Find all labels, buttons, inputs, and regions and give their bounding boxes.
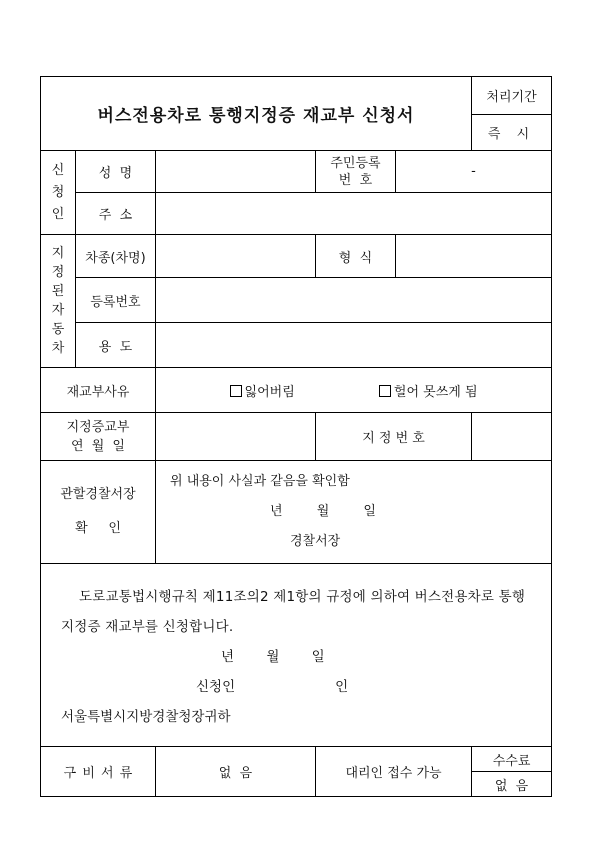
required-docs-value: 없 음 bbox=[156, 747, 316, 797]
required-docs-label: 구 비 서 류 bbox=[41, 747, 156, 797]
registration-label: 등록번호 bbox=[76, 278, 156, 323]
declaration-area bbox=[41, 564, 552, 747]
vehicle-type-field[interactable] bbox=[156, 235, 316, 278]
form-title: 버스전용차로 통행지정증 재교부 신청서 bbox=[41, 77, 472, 151]
reason-label: 재교부사유 bbox=[41, 368, 156, 413]
processing-period-label: 처리기간 bbox=[472, 77, 552, 115]
name-label: 성 명 bbox=[76, 151, 156, 193]
address-field[interactable] bbox=[156, 193, 552, 235]
vehicle-model-label: 형 식 bbox=[316, 235, 396, 278]
rrn-field[interactable] bbox=[396, 151, 552, 193]
declaration-text: 도로교통법시행규칙 제11조의2 제1항의 규정에 의하여 버스전용차로 통행지정증 재교부를 신청합니다. bbox=[61, 589, 526, 635]
usage-label: 용 도 bbox=[76, 323, 156, 368]
reason-options bbox=[156, 368, 552, 413]
lost-checkbox[interactable] bbox=[230, 385, 242, 397]
processing-period-value: 즉 시 bbox=[472, 115, 552, 151]
declaration-applicant: 신청인 인 bbox=[196, 679, 349, 695]
applicant-group-label: 신 청 인 bbox=[41, 151, 76, 235]
designation-number-field[interactable] bbox=[472, 413, 552, 461]
declaration-date: 년 월 일 bbox=[221, 649, 325, 665]
application-form bbox=[40, 76, 551, 797]
name-field[interactable] bbox=[156, 151, 316, 193]
worn-option[interactable]: 헐어 못쓰게 됨 bbox=[379, 385, 478, 400]
proxy-note: 대리인 접수 가능 bbox=[316, 747, 472, 797]
police-chief: 경찰서장 bbox=[290, 534, 341, 549]
confirm-date: 년 월 일 bbox=[270, 504, 376, 519]
lost-option[interactable]: 잃어버림 bbox=[230, 385, 299, 400]
police-confirm-label: 관할경찰서장 확 인 bbox=[41, 461, 156, 564]
designation-number-label: 지 정 번 호 bbox=[316, 413, 472, 461]
fee-value: 없 음 bbox=[472, 772, 552, 797]
seal-mark: 인 bbox=[335, 679, 349, 695]
usage-field[interactable] bbox=[156, 323, 552, 368]
issue-date-field[interactable] bbox=[156, 413, 316, 461]
registration-field[interactable] bbox=[156, 278, 552, 323]
form-table bbox=[40, 76, 552, 797]
confirm-statement: 위 내용이 사실과 같음을 확인함 bbox=[170, 474, 350, 489]
rrn-label: 주민등록 번 호 bbox=[316, 151, 396, 193]
fee-label: 수수료 bbox=[472, 747, 552, 772]
worn-checkbox[interactable] bbox=[379, 385, 391, 397]
vehicle-type-label: 차종(차명) bbox=[76, 235, 156, 278]
vehicle-group-label: 지 정 된 자 동 차 bbox=[41, 235, 76, 368]
issue-date-label: 지정증교부 연 월 일 bbox=[41, 413, 156, 461]
rrn-dash: - bbox=[471, 164, 476, 179]
vehicle-model-field[interactable] bbox=[396, 235, 552, 278]
address-label: 주 소 bbox=[76, 193, 156, 235]
declaration-recipient: 서울특별시지방경찰청장귀하 bbox=[61, 709, 231, 725]
police-confirm-area bbox=[156, 461, 552, 564]
